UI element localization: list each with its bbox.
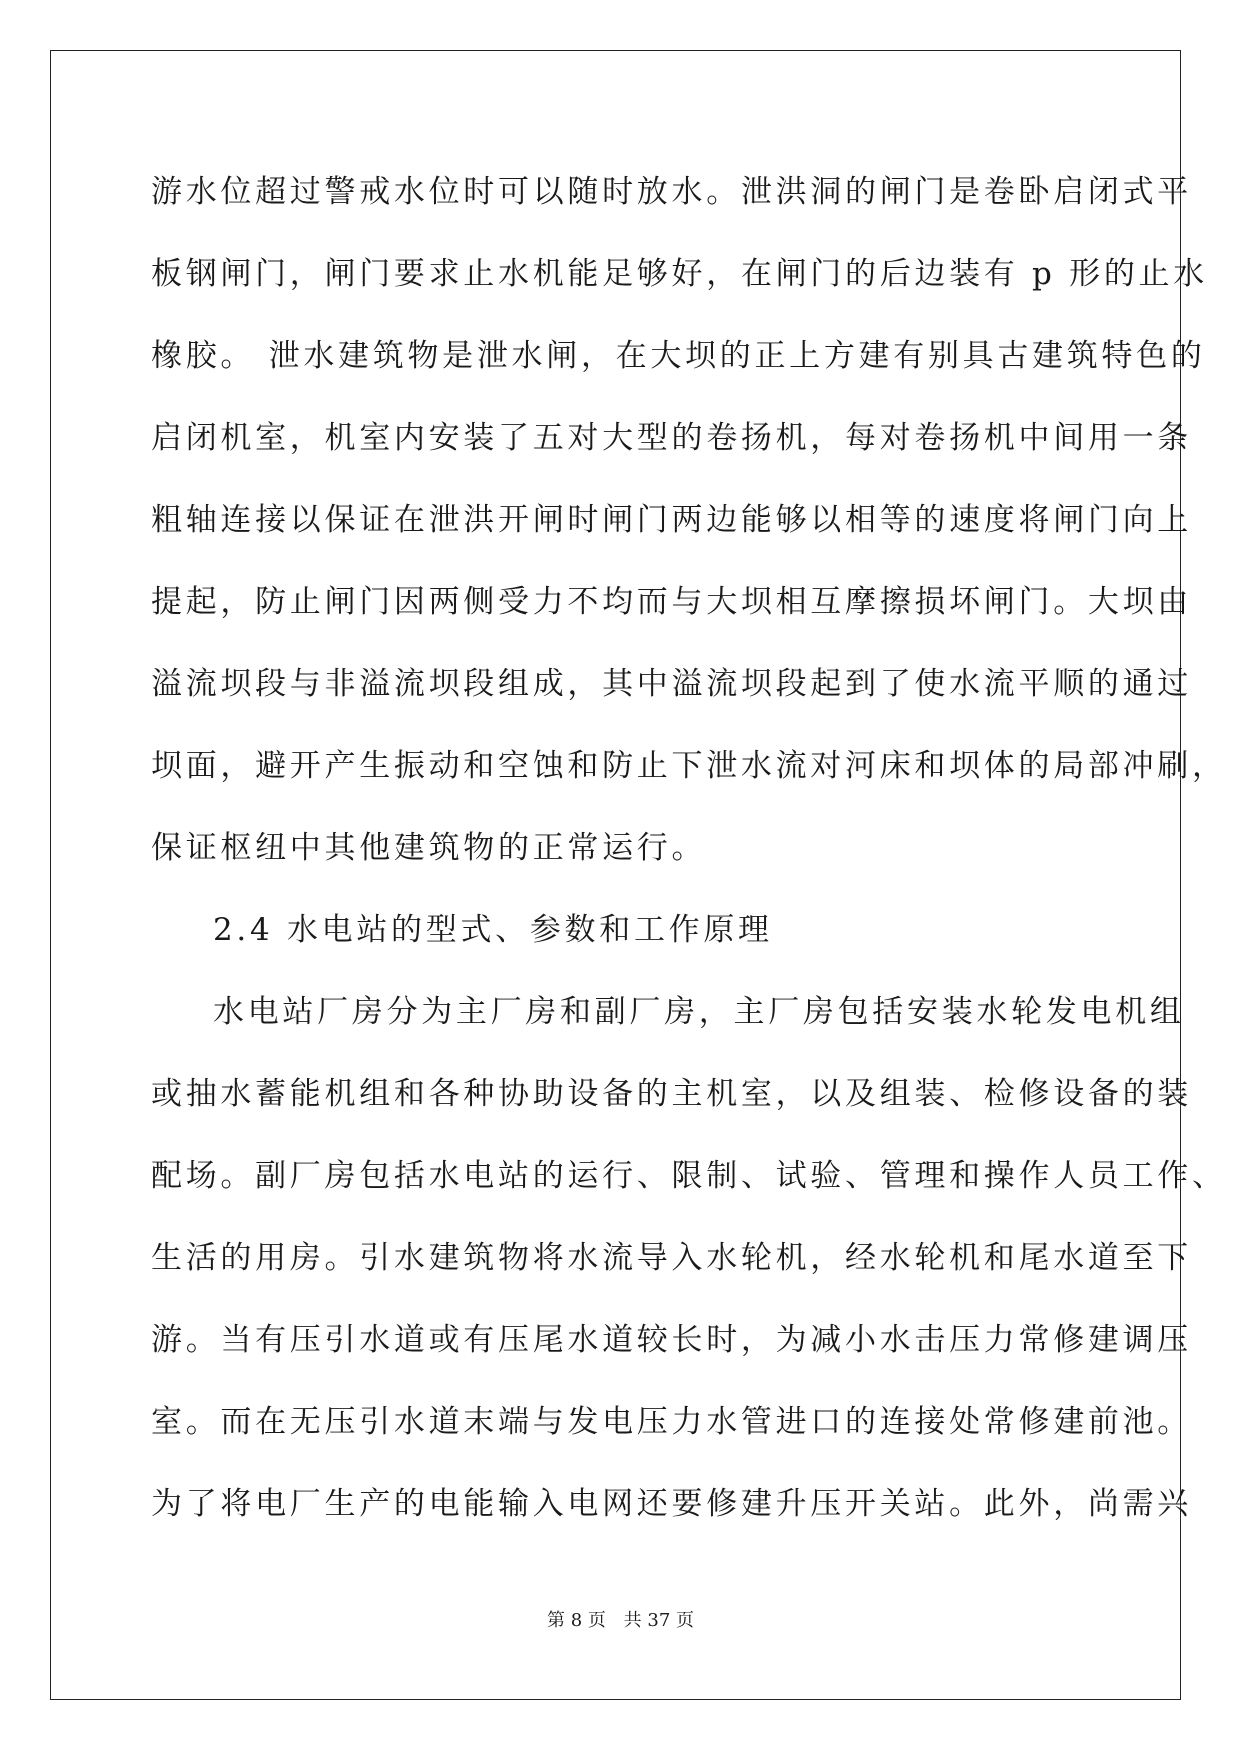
- page-number: 第 8 页: [547, 1610, 606, 1631]
- text-line: 生活的用房。引水建筑物将水流导入水轮机，经水轮机和尾水道至下: [151, 1240, 1192, 1276]
- text-line: 水电站厂房分为主厂房和副厂房，主厂房包括安装水轮发电机组: [213, 994, 1185, 1030]
- section-heading: 2.4 水电站的型式、参数和工作原理: [213, 912, 773, 948]
- text-line: 室。而在无压引水道末端与发电压力水管进口的连接处常修建前池。: [151, 1404, 1192, 1440]
- page-footer: [0, 1606, 1241, 1632]
- text-line: 或抽水蓄能机组和各种协助设备的主机室，以及组装、检修设备的装: [151, 1076, 1192, 1112]
- text-line: 粗轴连接以保证在泄洪开闸时闸门两边能够以相等的速度将闸门向上: [151, 502, 1192, 538]
- text-line: 为了将电厂生产的电能输入电网还要修建升压开关站。此外，尚需兴: [151, 1486, 1192, 1522]
- text-line: 提起，防止闸门因两侧受力不均而与大坝相互摩擦损坏闸门。大坝由: [151, 584, 1192, 620]
- page-total: 共 37 页: [623, 1610, 694, 1631]
- text-line: 坝面，避开产生振动和空蚀和防止下泄水流对河床和坝体的局部冲刷，: [151, 748, 1227, 784]
- text-line: 配场。副厂房包括水电站的运行、限制、试验、管理和操作人员工作、: [151, 1158, 1227, 1194]
- text-line: 游。当有压引水道或有压尾水道较长时，为减小水击压力常修建调压: [151, 1322, 1192, 1358]
- text-line: 启闭机室，机室内安装了五对大型的卷扬机，每对卷扬机中间用一条: [151, 420, 1192, 456]
- text-line: 板钢闸门，闸门要求止水机能足够好，在闸门的后边装有 p 形的止水: [151, 256, 1208, 292]
- text-line: 游水位超过警戒水位时可以随时放水。泄洪洞的闸门是卷卧启闭式平: [151, 174, 1192, 210]
- document-body: [151, 157, 1227, 1551]
- text-line: 溢流坝段与非溢流坝段组成，其中溢流坝段起到了使水流平顺的通过: [151, 666, 1192, 702]
- text-line: 橡胶。 泄水建筑物是泄水闸，在大坝的正上方建有别具古建筑特色的: [151, 338, 1206, 374]
- text-line: 保证枢纽中其他建筑物的正常运行。: [151, 830, 707, 866]
